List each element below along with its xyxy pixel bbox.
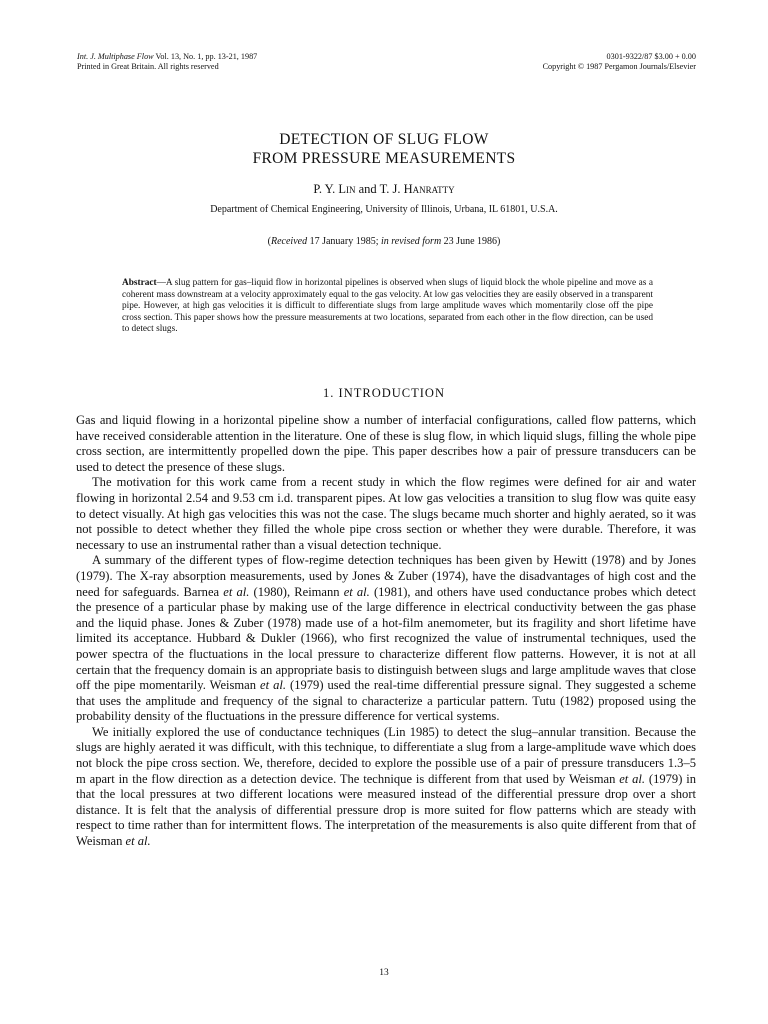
p3-text-b: (1980), Reimann — [249, 584, 344, 599]
received-date: 17 January 1985; — [307, 236, 381, 247]
author-2-surname: Hanratty — [403, 182, 455, 196]
printed-notice: Printed in Great Britain. All rights reserved — [77, 62, 219, 71]
paper-title — [0, 130, 768, 168]
publisher-header — [543, 52, 696, 72]
p3-etal-1: et al. — [223, 584, 250, 599]
section-heading: 1. INTRODUCTION — [323, 386, 445, 400]
p4-text-a: We initially explored the use of conductance techniques (Lin 1985) to detect the slug–annular transition. Because the slugs are highly aerated it was difficult, with this technique, to differentiate a slug from a large-amplitude wave which does not block the pipe cross section. We, therefore, decided to explore the possible use of a pair of pressure transducers 1.3–5 m apart in the flow direction as a detection device. The technique is different from that used by Weisman — [76, 724, 696, 786]
p3-etal-3: et al. — [260, 678, 287, 693]
copyright-notice: Copyright © 1987 Pergamon Journals/Elsevier — [542, 62, 696, 71]
page-number: 13 — [379, 968, 389, 978]
p3-text-d: (1979) used the real-time differential pressure signal. They suggested a scheme that uses the amplitude and frequency of the signal to characterize a particular pattern. Tutu (1982) proposed using the probability density of the fluctuations in the pressure difference for vertical systems. — [76, 678, 696, 724]
journal-citation — [77, 52, 257, 62]
title-line-1: DETECTION OF SLUG FLOW — [279, 131, 489, 148]
paragraph-4 — [76, 725, 696, 850]
abstract-text: —A slug pattern for gas–liquid flow in horizontal pipelines is observed when slugs of liquid block the whole pipeline and move as a coherent mass downstream at a velocity approximately equal to the gas velocity. At low gas velocities they are easily observed in a transparent pipe. However, at high gas velocities it is difficult to differentiate slugs from large amplitude waves which momentarily close off the pipe cross section. This paper shows how the pressure measurements at two locations, separated from each other in the flow direction, can be used to detect slugs. — [122, 278, 653, 335]
journal-details: Vol. 13, No. 1, pp. 13-21, 1987 — [153, 52, 258, 61]
title-line-2: FROM PRESSURE MEASUREMENTS — [252, 150, 516, 167]
received-label: Received — [271, 236, 308, 247]
journal-name: Int. J. Multiphase Flow — [77, 52, 154, 61]
revised-date: 23 June 1986) — [441, 236, 501, 247]
abstract — [122, 278, 653, 336]
author-1-initials: P. Y. — [313, 182, 339, 196]
abstract-label: Abstract — [122, 278, 157, 288]
issn-price: 0301-9322/87 $3.00 + 0.00 — [606, 52, 696, 61]
received-dates — [0, 236, 768, 247]
revised-label: in revised form — [380, 236, 442, 247]
paragraph-2: The motivation for this work came from a recent study in which the flow regimes were defined for air and water flowing in horizontal 2.54 and 9.53 cm i.d. transparent pipes. At low gas velocities a transition to slug flow was quite easy to detect visually. At high gas velocities this was not the case. The slugs became much shorter and highly aerated, so it was not possible to detect whether they filled the whole pipe cross section or whether they were durable. Therefore, it was necessary to use an instrumental rather than a visual detection technique. — [76, 475, 696, 552]
received-open: ( — [267, 236, 271, 247]
paragraph-1: Gas and liquid flowing in a horizontal pipeline show a number of interfacial configurations, called flow patterns, which have received considerable attention in the literature. One of these is slug flow, in which liquid slugs, filling the whole pipe cross section, are intermittently propelled down the pipe. This paper describes how a pair of pressure transducers can be used to detect the presence of these slugs. — [76, 413, 696, 474]
p4-etal-1: et al. — [619, 771, 646, 786]
author-1-surname: Lin — [338, 182, 356, 196]
paragraph-3 — [76, 553, 696, 725]
p4-text-b: (1979) in that the local pressures at two different locations were measured instead of the differential pressure drop over a short distance. It is felt that the analysis of differential pressure drop is more suited for flow patterns which are steady with respect to time rather than for intermittent flows. The interpretation of the measurements is also quite different from that of Weisman — [76, 771, 696, 849]
body-text — [76, 413, 696, 850]
p3-text-c: (1981), and others have used conductance probes which detect the presence of a particular phase by making use of the large difference in electrical conductivity between the gas phase and the liquid phase. Jones & Zuber (1978) made use of a hot-film anemometer, but its fragility and short lifetime have limited its acceptance. Hubbard & Dukler (1966), who first recognized the value of instrumental techniques, used the power spectra of the fluctuations in the local pressure to characterize different flow patterns. However, it is not at all certain that the frequency domain is an appropriate basis to distinguish between slugs and large amplitude waves that close off the pipe momentarily. Weisman — [76, 584, 696, 693]
author-2-initials: T. J. — [379, 182, 404, 196]
authors — [0, 182, 768, 197]
authors-conjunction: and — [355, 182, 380, 196]
p4-etal-2: et al. — [125, 834, 151, 849]
p3-etal-2: et al. — [343, 584, 370, 599]
affiliation: Department of Chemical Engineering, University of Illinois, Urbana, IL 61801, U.S.A. — [210, 204, 558, 215]
journal-header — [77, 52, 257, 72]
p3-text-a: A summary of the different types of flow-regime detection techniques has been given by Hewitt (1978) and by Jones (1979). The X-ray absorption measurements, used by Jones & Zuber (1974), have the disadvantages of high cost and the need for safeguards. Barnea — [76, 553, 696, 599]
